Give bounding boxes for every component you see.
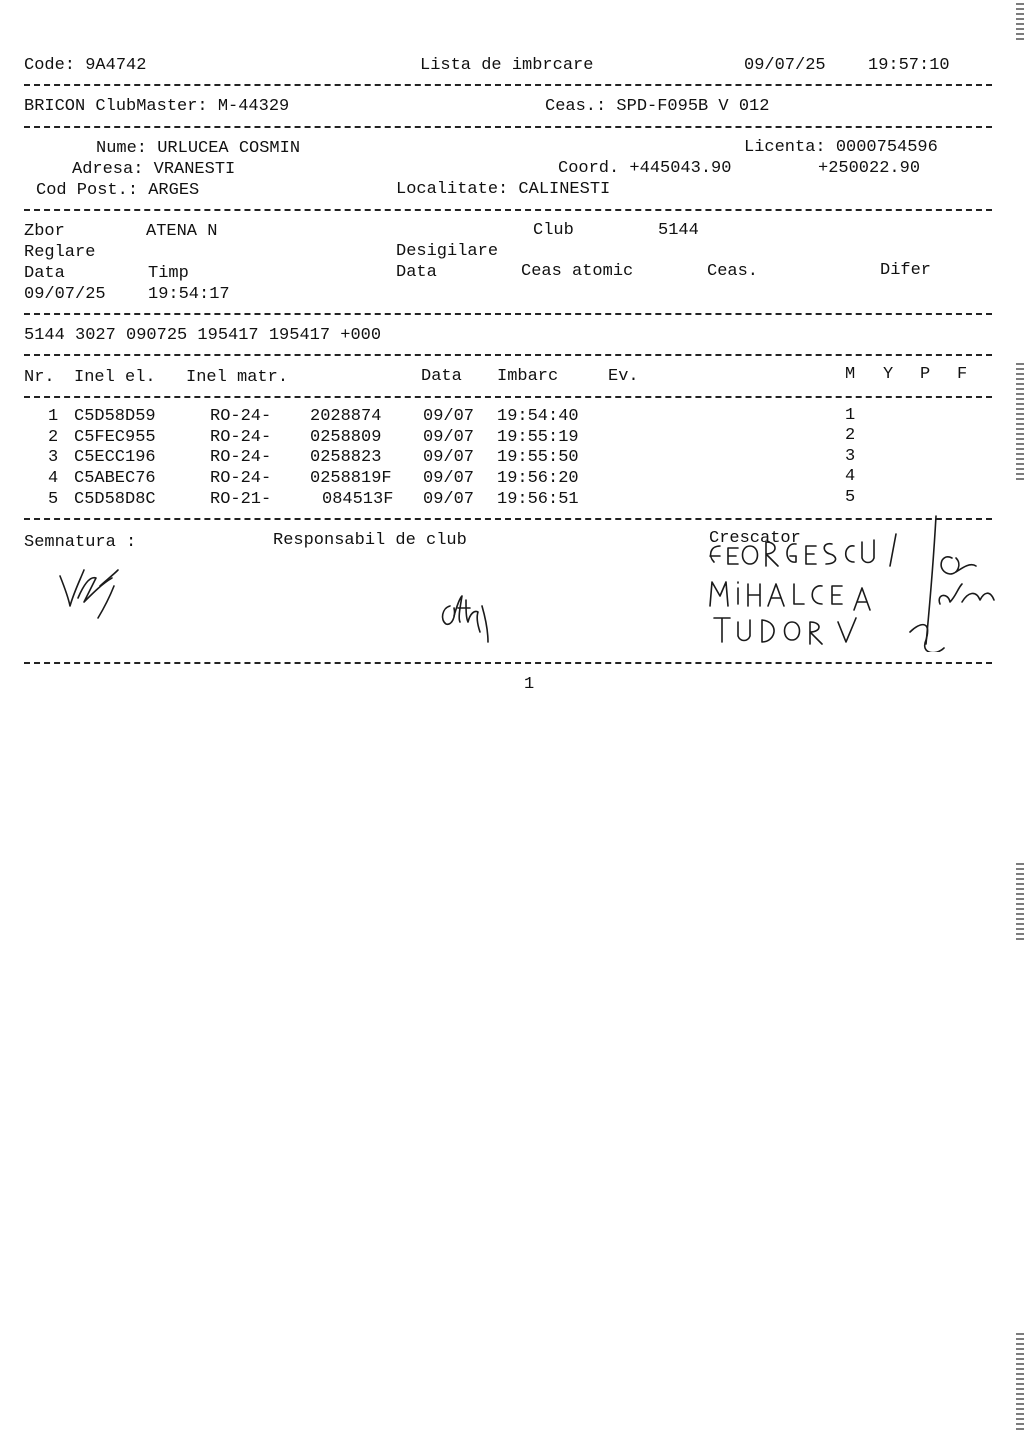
row-m: 3 bbox=[845, 447, 856, 466]
page-title: Lista de imbrcare bbox=[420, 56, 594, 75]
row-inel-el: C5D58D59 bbox=[74, 407, 156, 426]
code-label: Code: 9A4742 bbox=[24, 56, 147, 75]
signature-left bbox=[54, 556, 134, 626]
signature-club bbox=[436, 586, 496, 646]
col-data: Data bbox=[421, 367, 462, 386]
reglare-time: 19:54:17 bbox=[148, 285, 230, 304]
row-matr: 0258819F bbox=[310, 469, 392, 488]
row-matr: 084513F bbox=[322, 490, 394, 509]
data-label: Data bbox=[24, 264, 65, 283]
row-prefix: RO-24- bbox=[210, 407, 272, 426]
col-p: P bbox=[920, 365, 931, 384]
club-value: 5144 bbox=[658, 221, 699, 240]
row-inel-el: C5ECC196 bbox=[74, 448, 156, 467]
scan-edge-bottom bbox=[1016, 1330, 1024, 1430]
divider bbox=[24, 313, 992, 315]
col-f: F bbox=[957, 365, 968, 384]
row-nr: 2 bbox=[48, 428, 59, 447]
owner-license: Licenta: 0000754596 bbox=[744, 138, 938, 157]
timp-label: Timp bbox=[148, 264, 189, 283]
semnatura-label: Semnatura : bbox=[24, 533, 137, 552]
owner-coord: Coord. +445043.90 bbox=[558, 159, 732, 178]
row-m: 4 bbox=[845, 467, 856, 486]
club-label: Club bbox=[533, 221, 574, 240]
print-date: 09/07/25 bbox=[744, 56, 826, 75]
col-imbarc: Imbarc bbox=[497, 367, 559, 386]
row-time: 19:54:40 bbox=[497, 407, 579, 426]
divider bbox=[24, 396, 992, 398]
divider bbox=[24, 662, 992, 664]
page-number: 1 bbox=[524, 675, 535, 694]
row-inel-el: C5ABEC76 bbox=[74, 469, 156, 488]
row-date: 09/07 bbox=[423, 428, 475, 447]
row-time: 19:55:19 bbox=[497, 428, 579, 447]
row-matr: 0258823 bbox=[310, 448, 382, 467]
scan-edge-top bbox=[1016, 0, 1024, 40]
row-matr: 2028874 bbox=[310, 407, 382, 426]
row-prefix: RO-24- bbox=[210, 428, 272, 447]
ceas-atomic-label: Ceas atomic bbox=[521, 262, 634, 281]
row-m: 1 bbox=[845, 406, 856, 425]
row-time: 19:55:50 bbox=[497, 448, 579, 467]
print-time: 19:57:10 bbox=[868, 56, 950, 75]
divider bbox=[24, 209, 992, 211]
row-date: 09/07 bbox=[423, 448, 475, 467]
row-nr: 1 bbox=[48, 407, 59, 426]
ceas-label: Ceas. bbox=[707, 262, 759, 281]
row-date: 09/07 bbox=[423, 469, 475, 488]
col-ev: Ev. bbox=[608, 367, 639, 386]
owner-coord-2: +250022.90 bbox=[818, 159, 921, 178]
col-m: M bbox=[845, 365, 856, 384]
zbor-value: ATENA N bbox=[146, 222, 218, 241]
data-label-2: Data bbox=[396, 263, 437, 282]
row-m: 2 bbox=[845, 426, 856, 445]
owner-locality: Localitate: CALINESTI bbox=[396, 180, 611, 199]
reglare-date: 09/07/25 bbox=[24, 285, 106, 304]
col-inel-el: Inel el. bbox=[74, 368, 156, 387]
difer-label: Difer bbox=[880, 261, 932, 280]
col-nr: Nr. bbox=[24, 368, 55, 387]
row-prefix: RO-24- bbox=[210, 469, 272, 488]
row-inel-el: C5FEC955 bbox=[74, 428, 156, 447]
row-time: 19:56:51 bbox=[497, 490, 579, 509]
row-m: 5 bbox=[845, 488, 856, 507]
crescator-label: Crescator bbox=[709, 529, 801, 548]
divider bbox=[24, 126, 992, 128]
scan-edge-mid bbox=[1016, 360, 1024, 480]
row-prefix: RO-24- bbox=[210, 448, 272, 467]
row-prefix: RO-21- bbox=[210, 490, 272, 509]
reglare-label: Reglare bbox=[24, 243, 96, 262]
row-nr: 4 bbox=[48, 469, 59, 488]
row-time: 19:56:20 bbox=[497, 469, 579, 488]
divider bbox=[24, 354, 992, 356]
responsabil-label: Responsabil de club bbox=[273, 531, 467, 550]
breeder-names-handwriting bbox=[700, 512, 1000, 652]
flight-code-line: 5144 3027 090725 195417 195417 +000 bbox=[24, 326, 382, 345]
row-matr: 0258809 bbox=[310, 428, 382, 447]
row-date: 09/07 bbox=[423, 407, 475, 426]
zbor-label: Zbor bbox=[24, 222, 65, 241]
owner-postcode: Cod Post.: ARGES bbox=[36, 181, 200, 200]
club-master: BRICON ClubMaster: M-44329 bbox=[24, 97, 290, 116]
col-y: Y bbox=[883, 365, 894, 384]
clock-id: Ceas.: SPD-F095B V 012 bbox=[545, 97, 770, 116]
row-nr: 5 bbox=[48, 490, 59, 509]
desigilare-label: Desigilare bbox=[396, 242, 499, 261]
row-date: 09/07 bbox=[423, 490, 475, 509]
row-nr: 3 bbox=[48, 448, 59, 467]
owner-address: Adresa: VRANESTI bbox=[72, 160, 236, 179]
scan-edge-lower bbox=[1016, 860, 1024, 940]
row-inel-el: C5D58D8C bbox=[74, 490, 156, 509]
owner-name: Nume: URLUCEA COSMIN bbox=[96, 139, 301, 158]
divider bbox=[24, 84, 992, 86]
col-inel-matr: Inel matr. bbox=[186, 368, 289, 387]
